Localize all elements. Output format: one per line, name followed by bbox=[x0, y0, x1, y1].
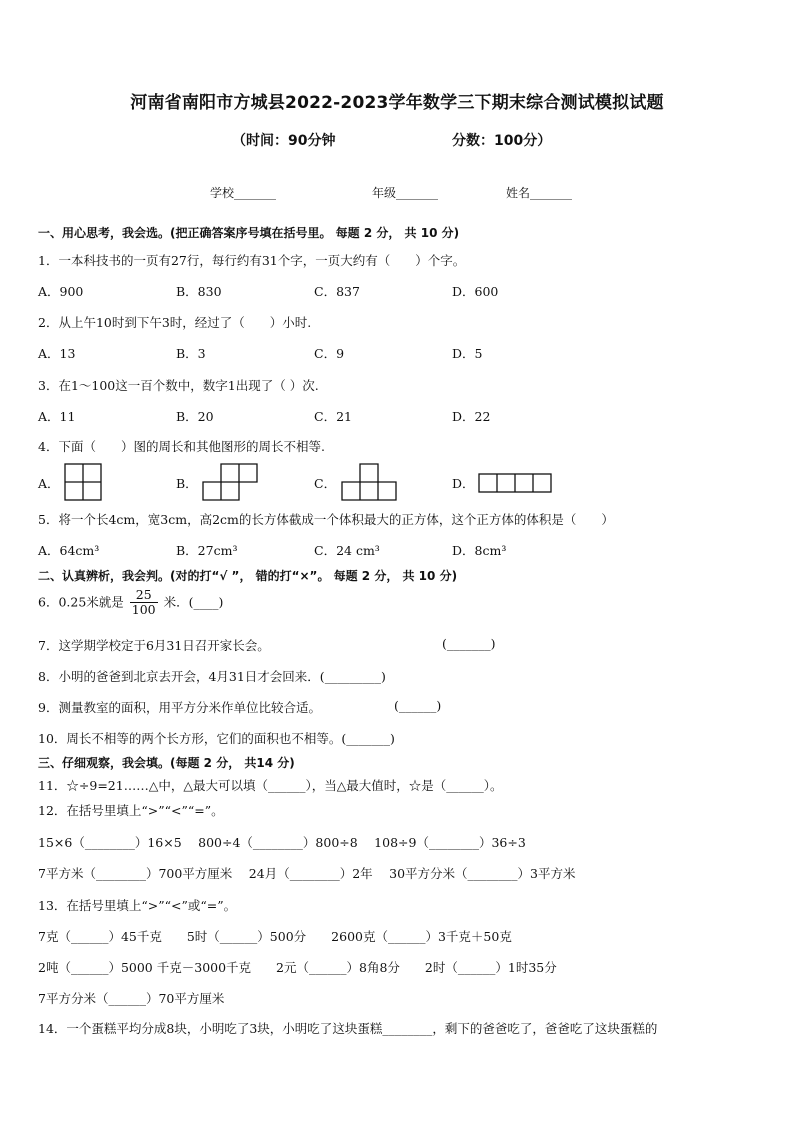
q1-option-b: B．830 bbox=[176, 284, 222, 299]
q2-text: 2．从上午10时到下午3时，经过了（ ）小时. bbox=[38, 315, 312, 330]
exam-title: 河南省南阳市方城县2022-2023学年数学三下期末综合测试模拟试题 bbox=[130, 93, 664, 113]
q8-text: 8．小明的爸爸到北京去开会，4月31日才会回来．(_________) bbox=[38, 669, 386, 684]
q9-text: 9．测量教室的面积，用平方分米作单位比较合适。 bbox=[38, 700, 321, 715]
q4-text: 4．下面（ ）图的周长和其他图形的周长不相等. bbox=[38, 439, 325, 454]
q11-text: 11．☆÷9=21……△中，△最大可以填（______），当△最大值时，☆是（______）。 bbox=[38, 778, 503, 793]
school-field: 学校_______ bbox=[210, 186, 277, 200]
q5-option-d: D．8cm³ bbox=[452, 543, 507, 558]
q10-text: 10．周长不相等的两个长方形，它们的面积也不相等。(_______) bbox=[38, 731, 395, 746]
q4-figure-c bbox=[341, 463, 397, 501]
q14-text: 14．一个蛋糕平均分成8块，小明吃了3块，小明吃了这块蛋糕________，剩下的爸爸吃了，爸爸吃了这块蛋糕的 bbox=[38, 1021, 658, 1036]
q6-post: 米．(____) bbox=[163, 594, 224, 610]
q1-option-a: A．900 bbox=[38, 284, 84, 299]
q4-figure-a bbox=[64, 463, 102, 501]
q7-blank: (_______) bbox=[442, 636, 496, 651]
q4-option-d: D． bbox=[452, 476, 475, 491]
q5-option-a: A．64cm³ bbox=[38, 543, 100, 558]
q6-numerator: 25 bbox=[130, 588, 158, 603]
grade-field: 年级_______ bbox=[372, 186, 439, 200]
q6-denominator: 100 bbox=[131, 602, 156, 618]
q12-row1: 15×6（________）16×5 800÷4（________）800÷8 108÷9（________）36÷3 bbox=[38, 835, 526, 850]
q3-text: 3．在1～100这一百个数中，数字1出现了（ ）次. bbox=[38, 378, 319, 393]
q6-fraction bbox=[130, 588, 158, 618]
q5-text: 5．将一个长4cm，宽3cm，高2cm的长方体截成一个体积最大的正方体，这个正方体的体积是（ ） bbox=[38, 512, 614, 527]
q6 bbox=[38, 588, 223, 618]
q4-option-c: C． bbox=[314, 476, 337, 491]
q12-row2: 7平方米（________）700平方厘米 24月（________）2年 30平方分米（________）3平方米 bbox=[38, 866, 576, 881]
section1-heading: 一、用心思考，我会选。(把正确答案序号填在括号里。 每题 2 分， 共 10 分) bbox=[38, 226, 460, 240]
q2-option-c: C．9 bbox=[314, 346, 345, 361]
q1-text: 1．一本科技书的一页有27行，每行约有31个字，一页大约有（ ）个字。 bbox=[38, 253, 466, 268]
q3-option-b: B．20 bbox=[176, 409, 214, 424]
q3-option-a: A．11 bbox=[38, 409, 76, 424]
q13-row2: 2吨（______）5000 千克－3000千克 2元（______）8角8分 2时（______）1时35分 bbox=[38, 960, 557, 975]
q4-option-b: B． bbox=[176, 476, 198, 491]
q5-option-c: C．24 cm³ bbox=[314, 543, 380, 558]
q3-option-d: D．22 bbox=[452, 409, 491, 424]
q2-option-b: B．3 bbox=[176, 346, 206, 361]
q1-option-c: C．837 bbox=[314, 284, 360, 299]
section3-heading: 三、仔细观察，我会填。(每题 2 分， 共14 分) bbox=[38, 756, 295, 770]
exam-time: （时间：90分钟 bbox=[232, 133, 336, 149]
section2-heading: 二、认真辨析，我会判。(对的打“√ ”， 错的打“×”。 每题 2 分， 共 10 分) bbox=[38, 569, 458, 583]
q1-option-d: D．600 bbox=[452, 284, 499, 299]
q2-option-a: A．13 bbox=[38, 346, 76, 361]
q13-row1: 7克（______）45千克 5时（______）500分 2600克（______）3千克＋50克 bbox=[38, 929, 512, 944]
q13-row3: 7平方分米（______）70平方厘米 bbox=[38, 991, 225, 1006]
q12-text: 12．在括号里填上“>”“<”“=”。 bbox=[38, 803, 224, 818]
q13-text: 13．在括号里填上“>”“<”或“=”。 bbox=[38, 898, 237, 913]
exam-score: 分数：100分） bbox=[452, 133, 552, 149]
q6-pre: 6．0.25米就是 bbox=[38, 594, 124, 610]
q5-option-b: B．27cm³ bbox=[176, 543, 238, 558]
q3-option-c: C．21 bbox=[314, 409, 352, 424]
q9-blank: (______) bbox=[394, 698, 442, 713]
q4-figure-d bbox=[478, 473, 554, 493]
name-field: 姓名_______ bbox=[506, 186, 573, 200]
q4-option-a: A． bbox=[38, 476, 60, 491]
q7-text: 7．这学期学校定于6月31日召开家长会。 bbox=[38, 638, 270, 653]
q2-option-d: D．5 bbox=[452, 346, 483, 361]
q4-figure-b bbox=[202, 463, 258, 501]
